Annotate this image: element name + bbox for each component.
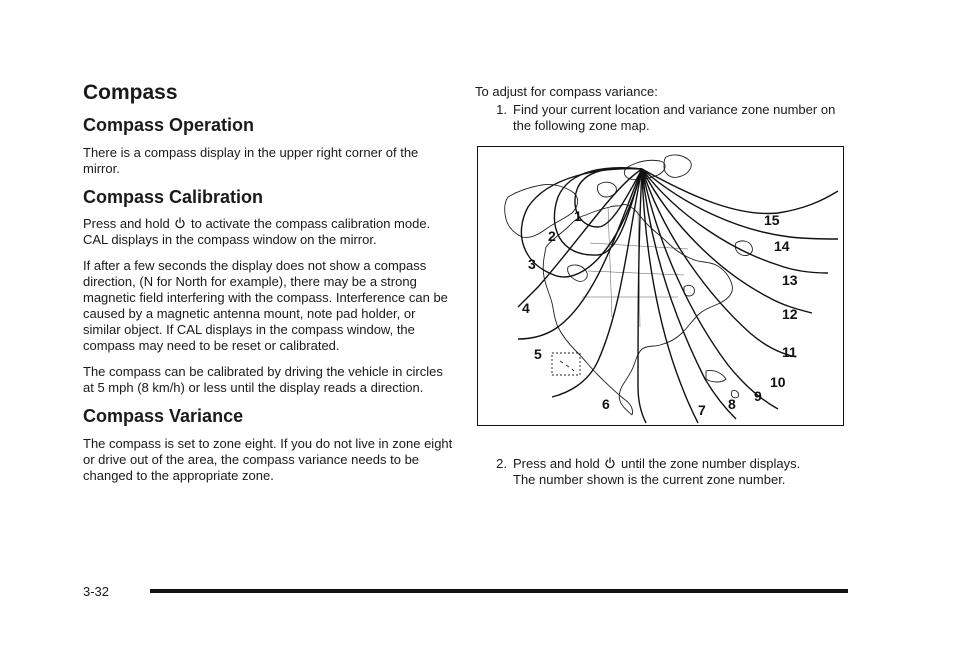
calibration-paragraph-1 — [83, 216, 453, 248]
zone-label: 14 — [774, 238, 790, 254]
step-2-text-a: Press and hold — [513, 456, 600, 471]
compass-variance-heading: Compass Variance — [83, 406, 244, 427]
zone-label: 5 — [534, 346, 542, 362]
variance-intro: To adjust for compass variance: — [475, 84, 658, 99]
zone-label: 11 — [782, 344, 797, 360]
compass-operation-heading: Compass Operation — [83, 115, 255, 136]
left-column — [83, 80, 453, 494]
compass-variance-text: The compass is set to zone eight. If you do not live in zone eight or drive out of the area, the compass variance needs to be changed to the appropriate zone. — [83, 435, 453, 483]
footer-rule — [150, 589, 848, 593]
step-1-number: 1. — [496, 102, 507, 117]
power-icon — [175, 217, 185, 229]
step-2-text-b: until the zone number displays. — [620, 456, 801, 471]
step-2-line — [475, 456, 865, 472]
calibration-text-b: to activate the compass calibration mode. CAL displays in the compass window on the mirror. — [83, 216, 431, 248]
zone-map-svg — [478, 147, 842, 424]
compass-operation-text: There is a compass display in the upper right corner of the mirror. — [83, 144, 419, 176]
calibration-paragraph-3: The compass can be calibrated by driving the vehicle in circles at 5 mph (8 km/h) or less until the display reads a direction. — [83, 364, 443, 396]
calibration-paragraph-2: If after a few seconds the display does not show a compass direction, (N for North for example), there may be a strong magnetic field interfering with the compass. Interference can be caused by a magnetic antenna mount, note pad holder, or similar object. If CAL displays in the compass window, the compass may need to be reset or calibrated. — [83, 258, 448, 354]
compass-calibration-heading: Compass Calibration — [83, 186, 264, 207]
step-2-text-c: The number shown is the current zone number. — [513, 472, 786, 487]
zone-label: 10 — [770, 374, 786, 390]
step-2-continuation — [475, 472, 865, 488]
zone-label: 7 — [698, 402, 706, 418]
step-2 — [475, 456, 865, 488]
zone-label: 15 — [764, 212, 780, 228]
right-column — [475, 84, 855, 134]
step-1-text: Find your current location and variance zone number on the following zone map. — [513, 102, 836, 133]
variance-zone-map — [477, 146, 844, 426]
step-1 — [475, 102, 855, 134]
zone-label: 13 — [782, 272, 798, 288]
zone-label: 9 — [754, 388, 762, 404]
zone-label: 1 — [574, 208, 582, 224]
zone-label: 3 — [528, 256, 536, 272]
page-number: 3-32 — [83, 584, 110, 599]
zone-label: 2 — [548, 228, 556, 244]
page-title: Compass — [83, 81, 178, 104]
step-2-number: 2. — [496, 456, 507, 471]
calibration-text-a: Press and hold — [83, 216, 170, 232]
zone-label: 4 — [522, 300, 530, 316]
zone-label: 12 — [782, 306, 798, 322]
zone-label: 6 — [602, 396, 610, 412]
step-2-indent — [475, 472, 513, 488]
power-icon — [605, 457, 615, 469]
zone-lines — [518, 168, 838, 423]
step-2-text — [513, 456, 800, 472]
zone-label: 8 — [728, 396, 736, 412]
